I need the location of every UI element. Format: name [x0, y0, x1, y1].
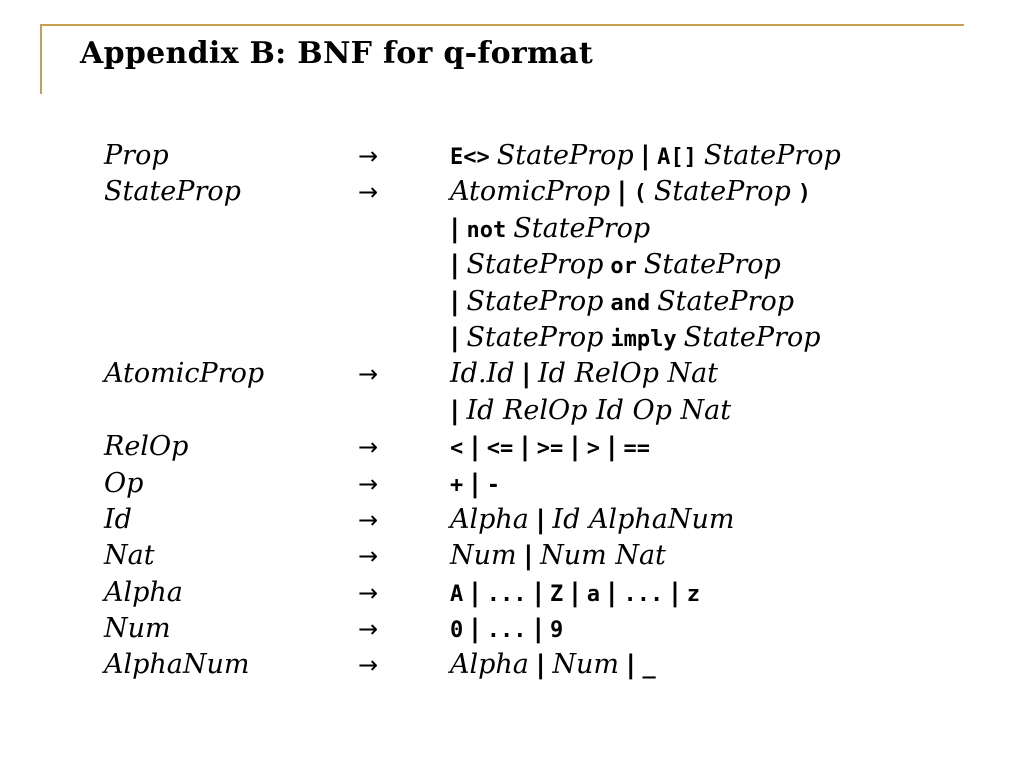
- rule-rhs: [450, 393, 731, 429]
- terminal: Z: [550, 581, 564, 607]
- production-arrow: →: [358, 178, 379, 207]
- nonterminal: AtomicProp: [450, 176, 611, 208]
- alternative-bar: |: [450, 250, 460, 281]
- grammar-rule: [104, 647, 994, 683]
- rule-lhs: Num: [104, 613, 171, 645]
- rule-rhs: [450, 174, 811, 212]
- rule-rhs: [450, 611, 563, 649]
- alternative-bar: |: [470, 614, 480, 645]
- production-arrow: →: [358, 578, 379, 607]
- nonterminal: Id RelOp Id Op Nat: [466, 394, 732, 426]
- terminal: +: [450, 472, 464, 498]
- nonterminal: StateProp: [703, 140, 841, 171]
- nonterminal: StateProp: [657, 285, 795, 317]
- alternative-bar: |: [470, 432, 480, 463]
- grammar-rule: [104, 211, 994, 247]
- rule-rhs: [450, 429, 650, 467]
- terminal: >=: [536, 436, 564, 462]
- bnf-grammar: [104, 138, 994, 684]
- nonterminal: StateProp: [496, 140, 634, 171]
- rule-rhs: [450, 320, 821, 358]
- alternative-bar: |: [450, 322, 460, 353]
- nonterminal: StateProp: [643, 249, 781, 281]
- rule-rhs: [450, 138, 841, 176]
- terminal: A[]: [657, 145, 697, 170]
- nonterminal: Id AlphaNum: [552, 503, 735, 535]
- alternative-bar: |: [533, 614, 543, 645]
- grammar-rule: [104, 502, 994, 538]
- terminal: and: [610, 290, 651, 316]
- grammar-rule: [104, 138, 994, 174]
- nonterminal: StateProp: [513, 212, 651, 244]
- production-arrow: →: [358, 360, 379, 389]
- terminal: or: [610, 254, 637, 280]
- rule-lhs: AlphaNum: [104, 649, 250, 681]
- nonterminal: StateProp: [683, 321, 821, 353]
- grammar-rule: [104, 611, 994, 647]
- terminal: ==: [623, 436, 650, 462]
- terminal: <=: [486, 436, 514, 462]
- grammar-rule: [104, 538, 994, 574]
- terminal: 0: [450, 618, 464, 644]
- terminal: not: [466, 217, 507, 243]
- alternative-bar: |: [670, 577, 680, 608]
- production-arrow: →: [358, 505, 379, 534]
- nonterminal: Id RelOp Nat: [537, 358, 719, 390]
- terminal: ): [797, 181, 811, 207]
- terminal: <: [450, 436, 464, 462]
- alternative-bar: |: [450, 395, 460, 426]
- production-arrow: →: [358, 433, 379, 462]
- alternative-bar: |: [533, 577, 543, 608]
- alternative-bar: |: [570, 577, 580, 608]
- nonterminal: Num Nat: [540, 540, 666, 572]
- terminal: ...: [623, 581, 664, 607]
- alternative-bar: |: [521, 359, 531, 390]
- nonterminal: Alpha: [450, 649, 529, 681]
- alternative-bar: |: [570, 432, 580, 463]
- terminal: >: [586, 436, 600, 462]
- terminal: A: [450, 581, 464, 607]
- terminal: ...: [486, 618, 527, 644]
- grammar-rule: [104, 247, 994, 283]
- rule-lhs: Nat: [104, 540, 155, 572]
- rule-rhs: [450, 247, 781, 285]
- rule-lhs: AtomicProp: [104, 358, 265, 390]
- rule-lhs: StateProp: [104, 176, 241, 208]
- alternative-bar: |: [450, 213, 460, 244]
- grammar-rule: [104, 429, 994, 465]
- production-arrow: →: [358, 542, 379, 571]
- rule-rhs: [450, 466, 500, 504]
- alternative-bar: |: [535, 650, 546, 681]
- accent-rule-horizontal: [40, 24, 964, 26]
- alternative-bar: |: [640, 141, 651, 171]
- terminal: a: [586, 581, 600, 607]
- alternative-bar: |: [626, 650, 636, 681]
- nonterminal: Num: [450, 540, 517, 572]
- terminal: imply: [610, 326, 677, 352]
- grammar-rule: [104, 575, 994, 611]
- nonterminal: StateProp: [466, 285, 604, 317]
- rule-lhs: Id: [104, 503, 132, 535]
- slide-title: Appendix B: BNF for q-format: [80, 36, 593, 71]
- terminal: _: [642, 654, 656, 680]
- terminal: ...: [486, 581, 527, 607]
- alternative-bar: |: [523, 541, 534, 572]
- alternative-bar: |: [450, 286, 460, 317]
- alternative-bar: |: [535, 504, 546, 535]
- production-arrow: →: [358, 651, 379, 680]
- nonterminal: Id.Id: [450, 358, 515, 390]
- alternative-bar: |: [470, 577, 480, 608]
- production-arrow: →: [358, 615, 379, 644]
- rule-lhs: RelOp: [104, 431, 189, 463]
- grammar-rule: [104, 320, 994, 356]
- alternative-bar: |: [607, 432, 617, 463]
- terminal: 9: [550, 618, 564, 644]
- grammar-rule: [104, 393, 994, 429]
- rule-rhs: [450, 647, 656, 685]
- terminal: z: [686, 581, 700, 607]
- grammar-rule: [104, 466, 994, 502]
- rule-rhs: [450, 502, 734, 538]
- nonterminal: StateProp: [653, 176, 791, 208]
- alternative-bar: |: [470, 468, 480, 499]
- rule-rhs: [450, 284, 794, 322]
- terminal: E<>: [450, 145, 490, 170]
- nonterminal: StateProp: [466, 249, 604, 281]
- grammar-rule: [104, 284, 994, 320]
- nonterminal: StateProp: [466, 321, 604, 353]
- production-arrow: →: [358, 142, 379, 170]
- rule-rhs: [450, 538, 666, 574]
- rule-lhs: Prop: [104, 140, 169, 171]
- rule-rhs: [450, 211, 650, 249]
- alternative-bar: |: [617, 177, 627, 208]
- terminal: -: [486, 472, 500, 498]
- nonterminal: Num: [552, 649, 620, 681]
- nonterminal: Alpha: [450, 503, 529, 535]
- rule-rhs: [450, 356, 718, 392]
- production-arrow: →: [358, 469, 379, 498]
- grammar-rule: [104, 174, 994, 210]
- grammar-rule: [104, 356, 994, 392]
- terminal: (: [633, 181, 647, 207]
- alternative-bar: |: [520, 432, 530, 463]
- rule-lhs: Op: [104, 467, 144, 499]
- alternative-bar: |: [607, 577, 617, 608]
- rule-rhs: [450, 575, 700, 613]
- rule-lhs: Alpha: [104, 576, 183, 608]
- accent-rule-vertical: [40, 24, 42, 94]
